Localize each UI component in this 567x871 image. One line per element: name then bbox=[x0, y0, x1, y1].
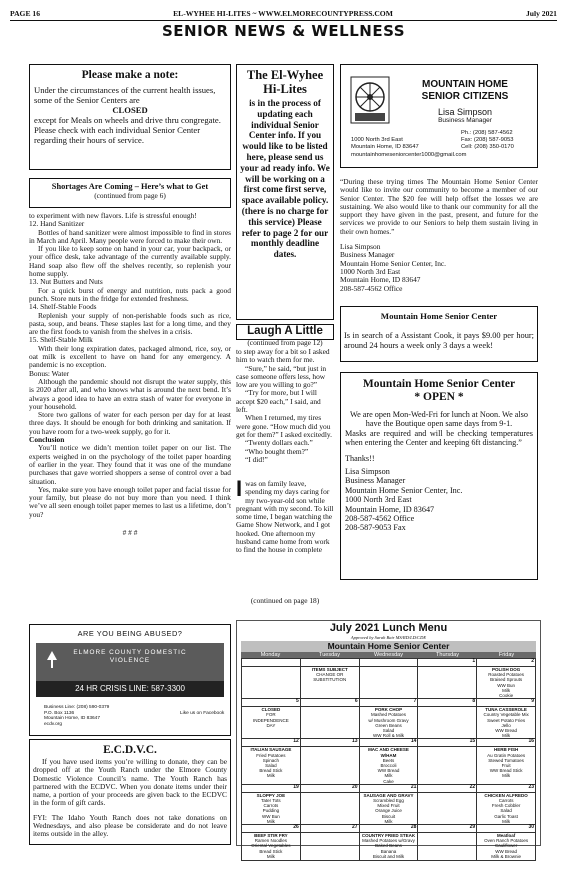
paragraph: “Who bought them?” bbox=[245, 446, 309, 456]
menu-cell: POLISH DOG Roasted Potatoes Braised Sprouts WW Bun Milk Cookie bbox=[477, 667, 536, 699]
card-address2: Mountain Home, ID 83647 bbox=[351, 143, 419, 150]
subheading: 13. Nut Butters and Nuts bbox=[29, 277, 103, 287]
menu-cell bbox=[418, 833, 477, 861]
section-title: SENIOR NEWS & WELLNESS bbox=[161, 22, 406, 40]
day-number: 14 bbox=[359, 739, 418, 747]
signature-line: Business Manager bbox=[345, 476, 406, 486]
mh-letter-signature bbox=[340, 243, 538, 293]
laugh-title: Laugh A Little bbox=[247, 325, 323, 337]
paragraph: “Twenty dollars each.” bbox=[245, 438, 313, 448]
note-title: Please make a note: bbox=[81, 69, 179, 81]
mh-letter bbox=[340, 178, 538, 293]
note-line3: Please check with each individual Senior Center regarding their hours of service. bbox=[34, 125, 201, 145]
card-phone: Ph.: (208) 587-4562 bbox=[461, 130, 513, 136]
elwyhee-title2: Hi-Lites bbox=[263, 82, 307, 96]
elwyhee-body: is in the process of updating each individual Senior Center info. If you would like to be listed here, please send us your ad ready info. We will be working on a first come first serve, space available policy. (there is no charge for this service) Please refer to page 2 for our monthly deadline dates. bbox=[240, 98, 330, 260]
shortages-body bbox=[29, 212, 231, 626]
menu-table bbox=[241, 658, 536, 861]
menu-cell bbox=[418, 747, 477, 784]
day-number: 7 bbox=[359, 699, 418, 707]
paragraph: “Sure,” he said, “but just in case someone offers less, how low are you willing to go?” bbox=[236, 363, 327, 390]
signature-line: Business Manager bbox=[340, 250, 395, 260]
day-number: 30 bbox=[477, 825, 536, 833]
paragraph: “I did!” bbox=[245, 454, 268, 464]
page-header bbox=[10, 6, 557, 20]
paragraph: Replenish your supply of non-perishable foods such as rice, pasta, soup, and beans. These staples last for a long time, and they are the first foods to vanish from the shelves in a crisis. bbox=[29, 310, 231, 337]
day-number: 21 bbox=[359, 784, 418, 792]
signature-line: 1000 North 3rd East bbox=[340, 266, 401, 276]
menu-title: July 2021 Lunch Menu bbox=[329, 622, 448, 634]
day-number: 13 bbox=[300, 739, 359, 747]
signature-line: Mountain Home, ID 83647 bbox=[340, 275, 421, 285]
day-friday: Friday bbox=[498, 652, 515, 658]
card-title1: MOUNTAIN HOME bbox=[422, 79, 508, 90]
ecdvc-p1: If you have used items you’re willing to donate, they can be dropped off at the Youth Ranch under the Elmore County Domestic Violence Council’s name. The Youth Ranch has partnered with the ECDVC. When you donate items under their name, a portion of your proceeds are given back to the ECDVC in the form of gift cards. bbox=[33, 757, 227, 808]
laugh-continued: (continued from page 12) bbox=[247, 338, 323, 347]
mh-open-title: Mountain Home Senior Center bbox=[362, 378, 516, 390]
abuse-ad bbox=[29, 624, 231, 736]
day-number bbox=[300, 659, 359, 667]
signature-line: 1000 North 3rd East bbox=[345, 495, 412, 505]
menu-cell: ITALIAN SAUSAGE Fried Potatoes Spinach Salad Bread Stick Milk bbox=[242, 747, 301, 784]
ecdvc-p2: FYI: The Idaho Youth Ranch does not take donations on Wednesdays, and also please be considerate and do not leave items outside in the alley. bbox=[33, 812, 227, 839]
drop-cap: I bbox=[236, 480, 243, 501]
menu-cell: CHICKEN ALFREDO Carrots Fresh Cobbler Salad Garlic Toast Milk bbox=[477, 792, 536, 824]
card-name: Lisa Simpson bbox=[437, 107, 493, 117]
menu-cell bbox=[300, 833, 359, 861]
menu-cell: MAC AND CHEESE W/HAM Beets Broccoli WW Bread Milk Cake bbox=[359, 747, 418, 784]
tree-icon bbox=[46, 651, 58, 669]
subheading: 15. Shelf-Stable Milk bbox=[29, 335, 93, 345]
paragraph: When I returned, my tires were gone. “How much did you get for them?” I asked excitedly. bbox=[236, 413, 332, 439]
note-line1: Under the circumstances of the current health issues, some of the Senior Centers are bbox=[34, 85, 216, 105]
day-number: 2 bbox=[477, 659, 536, 667]
mh-job-title: Mountain Home Senior Center bbox=[380, 311, 498, 321]
day-number bbox=[359, 659, 418, 667]
abuse-web: ecdv.org bbox=[44, 721, 63, 727]
subheading: Bonus: Water bbox=[29, 368, 70, 378]
paragraph: to step away for a bit so I asked him to watch them for me. bbox=[236, 347, 330, 365]
mh-job-box bbox=[340, 306, 538, 362]
signature-line: Lisa Simpson bbox=[340, 242, 381, 252]
abuse-question: ARE YOU BEING ABUSED? bbox=[77, 629, 183, 638]
signature-line: 208-587-9053 Fax bbox=[345, 523, 406, 533]
menu-cell: BEEF STIR FRY Ramen Noodles Oriental Vegetables Bread Stick Milk bbox=[242, 833, 301, 861]
card-role: Business Manager bbox=[438, 117, 492, 124]
menu-cell: HERB FISH Au Gratin Potatoes Stewed Tomatoes Fruit WW Bread Stick Milk bbox=[477, 747, 536, 784]
shortages-header bbox=[29, 178, 231, 208]
menu-cell bbox=[300, 747, 359, 784]
menu-approved: Approved by Sarah Bair MS/RD/LD/CDE bbox=[350, 635, 427, 640]
paragraph: You’ll notice we didn’t mention toilet paper on our list. The experts weighed in on the psychology of the toilet paper hoarding of earlier in the year. They found that it was one of the mundane purchases that gave worried shoppers a sense of control over a bad situation. bbox=[29, 443, 231, 486]
end-mark: # # # bbox=[122, 527, 138, 537]
day-number: 5 bbox=[242, 699, 301, 707]
signature-line: Thanks!! bbox=[345, 453, 375, 463]
day-number: 29 bbox=[418, 825, 477, 833]
menu-cell: PORK CHOP Mashed Potatoes w/ Mushroom Gravy Green Beans Salad WW Roll & Milk bbox=[359, 707, 418, 739]
menu-center: Mountain Home Senior Center bbox=[241, 641, 536, 652]
card-email: mountainhomeseniorcenter1000@gmail.com bbox=[351, 152, 467, 158]
signature-line: Mountain Home Senior Center, Inc. bbox=[340, 258, 447, 268]
subheading: 14. Shelf-Stable Foods bbox=[29, 302, 97, 312]
paragraph: Bottles of hand sanitizer were almost impossible to find in stores in March and April. Many people were forced to make their own. bbox=[29, 227, 231, 245]
header-rule bbox=[10, 20, 557, 21]
day-number: 12 bbox=[242, 739, 301, 747]
card-fax: Fax: (208) 587-9053 bbox=[461, 136, 514, 143]
day-wednesday: Wednesday bbox=[374, 652, 403, 658]
menu-cell bbox=[418, 792, 477, 824]
menu-cell bbox=[242, 667, 301, 699]
menu-cell bbox=[418, 667, 477, 699]
mh-open-box bbox=[340, 372, 538, 580]
menu-cell: SLOPPY JOE Tater Tots Carrots Pudding WW Bun Milk bbox=[242, 792, 301, 824]
ecdvc-title: E.C.D.V.C. bbox=[103, 744, 157, 756]
paragraph: Yes, make sure you have enough toilet paper and facial tissue for your family, but please do not buy more than you need. I think we’ve all seen enough toilet paper memes to last us a lifetime, don’t you? bbox=[29, 484, 231, 519]
menu-cell: Meatloaf Oven Ranch Potatoes Cauliflower WW Bread Milk & Brownie bbox=[477, 833, 536, 861]
paragraph: For a quick burst of energy and nutrition, nuts pack a good punch. Store nuts in the fridge for extended freshness. bbox=[29, 285, 231, 303]
mh-business-card bbox=[340, 64, 538, 168]
day-number: 16 bbox=[477, 739, 536, 747]
day-number: 15 bbox=[418, 739, 477, 747]
menu-cell: CLOSED FOR INDEPENDENCE DAY bbox=[242, 707, 301, 739]
ecdvc-box bbox=[29, 739, 231, 845]
day-thursday: Thursday bbox=[436, 652, 459, 658]
lunch-menu bbox=[236, 620, 541, 859]
mh-open-line2: Masks are required and will be checking temperatures when entering the Center and keeping 6ft distancing.” bbox=[345, 428, 533, 448]
abuse-facebook: Like us on Facebook bbox=[180, 711, 225, 716]
subheading: Conclusion bbox=[29, 435, 65, 445]
paragraph: With their long expiration dates, packaged almond, rice, soy, or oat milk is excellent to have on hand for any emergency. A pandemic is no exception. bbox=[29, 343, 231, 370]
menu-cell bbox=[300, 792, 359, 824]
mh-job-body: Is in search of a Assistant Cook, it pays $9.00 per hour; around 24 hours a week only 3 days a week! bbox=[344, 331, 534, 350]
paragraph: “Try for more, but I will accept $20 each,” I said, and left. bbox=[236, 388, 321, 415]
day-number: 28 bbox=[359, 825, 418, 833]
page-number: PAGE 16 bbox=[10, 8, 41, 18]
issue-date: July 2021 bbox=[525, 8, 557, 18]
note-line2: except for Meals on wheels and drive thru congregate. bbox=[34, 115, 221, 125]
publication-name: EL-WYHEE HI-LITES ~ WWW.ELMORECOUNTYPRESS.COM bbox=[173, 8, 393, 18]
paragraph: Store two gallons of water for each person per day for at least three days. It should be enough for both drinking and sanitation. If you have room for a two-week supply, go for it. bbox=[29, 410, 231, 436]
day-number: 19 bbox=[242, 784, 301, 792]
day-number: 23 bbox=[477, 784, 536, 792]
card-address1: 1000 North 3rd East bbox=[351, 137, 403, 143]
abuse-org1: ELMORE COUNTY DOMESTIC bbox=[73, 649, 187, 656]
mh-letter-body: “During these trying times The Mountain Home Senior Center would like to invite our community to become a member of our Senior Center. The $20 fee will help offset the losses we are sustaining. We also would like to thank our community for all the support they have given in the past, present, and future for the services we provide to our Seniors to help them sustain living in their own homes.” bbox=[340, 177, 538, 236]
paragraph: to experiment with new flavors. Life is stressful enough! bbox=[29, 212, 197, 220]
day-number: 22 bbox=[418, 784, 477, 792]
menu-day-header bbox=[241, 652, 536, 658]
note-box bbox=[29, 64, 231, 170]
abuse-city: Mountain Home, ID 83647 bbox=[44, 716, 100, 722]
elwyhee-box bbox=[236, 64, 334, 320]
note-closed: CLOSED bbox=[112, 105, 148, 115]
menu-cell bbox=[300, 707, 359, 739]
day-number: 26 bbox=[242, 825, 301, 833]
day-number: 6 bbox=[300, 699, 359, 707]
menu-grid bbox=[241, 658, 536, 861]
shortages-continued: (continued from page 6) bbox=[94, 190, 166, 200]
menu-cell bbox=[418, 707, 477, 739]
paragraph: If you like to keep some on hand in your car, your backpack, or your office desk, take advantage of the currently available supply. Hand soap also flew off the shelves recently, so replenish your home supply. bbox=[29, 244, 231, 279]
day-number: 27 bbox=[300, 825, 359, 833]
mh-open-subtitle: * OPEN * bbox=[414, 391, 464, 403]
abuse-hotline: 24 HR CRISIS LINE: 587-3300 bbox=[36, 681, 224, 697]
menu-cell: SAUSAGE AND GRAVY Scrambled Egg Mixed Fruit Orange Juice Biscuit Milk bbox=[359, 792, 418, 824]
day-tuesday: Tuesday bbox=[319, 652, 340, 658]
elwyhee-title1: The El-Wyhee bbox=[246, 68, 324, 82]
laugh-continued-to: (continued on page 18) bbox=[250, 596, 320, 605]
paragraph: Although the pandemic should not disrupt the water supply, this is 2020 after all, and who knows what is around the next bend. It’s always a good idea to have an extra stash of water for everyone in your household. bbox=[29, 376, 231, 411]
signature-line: Mountain Home Senior Center, Inc. bbox=[345, 485, 463, 495]
day-number: 8 bbox=[418, 699, 477, 707]
shortages-title: Shortages Are Coming – Here’s what to Get bbox=[51, 182, 209, 191]
mh-open-line1: We are open Mon-Wed-Fri for lunch at Noon. We also have the Boutique open same days from 9-1. bbox=[350, 410, 528, 429]
abuse-org2: VIOLENCE bbox=[109, 657, 151, 664]
subheading: 12. Hand Sanitizer bbox=[29, 219, 85, 229]
day-number bbox=[242, 659, 301, 667]
signature-line: 208-587-4562 Office bbox=[345, 514, 415, 524]
signature-line: 208-587-4562 Office bbox=[340, 283, 403, 293]
signature-line: Mountain Home, ID 83647 bbox=[345, 504, 435, 514]
day-number: 20 bbox=[300, 784, 359, 792]
menu-cell: ITEMS SUBJECT CHANGE OR SUBSTITUTION bbox=[300, 667, 359, 699]
menu-cell bbox=[359, 667, 418, 699]
abuse-pobox: P.O. Box 1136 bbox=[44, 710, 75, 716]
mh-open-signature bbox=[345, 454, 533, 533]
senior-citizens-logo bbox=[349, 75, 391, 125]
signature-line: Lisa Simpson bbox=[345, 467, 390, 477]
card-title2: SENIOR CITIZENS bbox=[421, 90, 509, 102]
laugh-story2-text: was on family leave, spending my days caring for my two-year-old son while pregnant with my second. To kill some time, I began watching the Game Show Network, and I got hooked. One afternoon my husband came home from work to find the house in complete bbox=[236, 480, 334, 555]
menu-cell: COUNTRY FRIED STEAK Mashed Potatoes w/Gravy Baked Beans Banana Biscuit and Milk bbox=[359, 833, 418, 861]
day-number: 1 bbox=[418, 659, 477, 667]
menu-cell: TUNA CASSEROLE Country Vegetable Mix Sweet Potato Fries Jello WW Bread Milk bbox=[477, 707, 536, 739]
laugh-body bbox=[236, 348, 334, 464]
card-cell: Cell: (208) 350-0170 bbox=[461, 143, 514, 150]
abuse-business: Business Line: (208) 590-0379 bbox=[44, 705, 110, 710]
abuse-banner bbox=[36, 643, 224, 697]
day-monday: Monday bbox=[260, 652, 281, 658]
day-number: 9 bbox=[477, 699, 536, 707]
